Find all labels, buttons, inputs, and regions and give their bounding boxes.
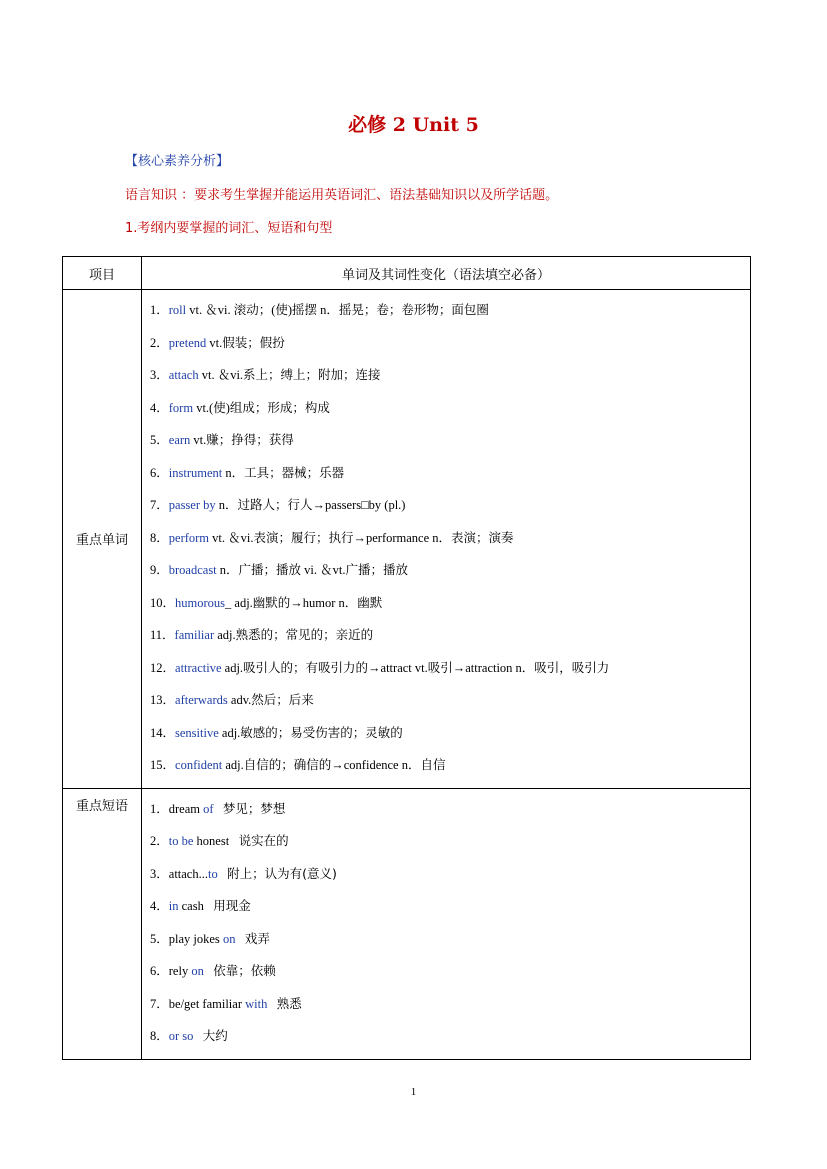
phrase-meaning: 依靠；依赖 bbox=[213, 963, 276, 978]
item-number: 1． bbox=[150, 801, 169, 816]
phrase-text: dream bbox=[168, 801, 204, 816]
phrase-item bbox=[150, 858, 750, 891]
item-number: 2． bbox=[150, 335, 169, 350]
phrase-keyword: on bbox=[191, 964, 204, 978]
spacer bbox=[193, 1029, 202, 1043]
phrase-meaning: 附上；认为有(意义) bbox=[227, 865, 337, 881]
item-number: 4． bbox=[150, 899, 169, 913]
phrase-meaning: 说实在的 bbox=[238, 833, 289, 848]
word-definition: adj.吸引人的；有吸引力的→attract vt.吸引→attraction n．吸引，吸引力 bbox=[221, 660, 610, 675]
words-row bbox=[63, 290, 751, 789]
phrase-keyword: with bbox=[245, 996, 268, 1011]
word-definition: vt. ＆vi.表演；履行；执行→performance n．表演；演奏 bbox=[209, 530, 514, 545]
item-number: 2． bbox=[150, 834, 169, 848]
phrase-keyword: or so bbox=[168, 1029, 194, 1043]
vocab-word: humorous bbox=[175, 595, 226, 610]
word-item bbox=[150, 619, 750, 652]
word-definition: _ adj.幽默的→humor n．幽默 bbox=[225, 595, 383, 610]
phrase-meaning: 大约 bbox=[202, 1028, 228, 1043]
item-number: 11． bbox=[150, 628, 175, 642]
word-item bbox=[150, 424, 750, 457]
word-item bbox=[150, 359, 750, 392]
word-definition: vt. ＆vi. 滚动；(使)摇摆 n．摇晃；卷；卷形物；面包圈 bbox=[186, 303, 489, 317]
phrase-item bbox=[150, 793, 750, 826]
item-number: 1． bbox=[150, 303, 169, 317]
phrase-item bbox=[150, 890, 750, 923]
word-definition: n．过路人；行人→passers□by (pl.) bbox=[215, 498, 406, 512]
vocab-word: confident bbox=[175, 758, 223, 772]
word-definition: n．工具；器械；乐器 bbox=[222, 465, 345, 480]
phrase-meaning: 梦见；梦想 bbox=[222, 800, 286, 816]
vocab-word: sensitive bbox=[175, 725, 219, 740]
phrase-keyword: in bbox=[168, 899, 179, 913]
word-definition: adj.敏感的；易受伤害的；灵敏的 bbox=[218, 725, 403, 740]
phrases-list bbox=[142, 788, 751, 1059]
item-number: 6． bbox=[150, 465, 169, 480]
vocab-word: roll bbox=[168, 303, 187, 317]
phrase-keyword: to bbox=[207, 866, 218, 881]
item-number: 6． bbox=[150, 964, 169, 978]
vocabulary-table bbox=[62, 256, 751, 1060]
word-item bbox=[150, 489, 750, 522]
phrase-item bbox=[150, 825, 750, 858]
item-number: 4． bbox=[150, 400, 169, 415]
word-definition: adv.然后；后来 bbox=[227, 693, 314, 707]
header-words: 单词及其词性变化（语法填空必备） bbox=[142, 257, 751, 290]
document-title: 必修 2 Unit 5 bbox=[348, 114, 479, 136]
header-item: 项目 bbox=[63, 257, 142, 290]
item-number: 13． bbox=[150, 693, 176, 707]
spacer bbox=[214, 802, 223, 816]
word-definition: vt.赚；挣得；获得 bbox=[190, 433, 294, 447]
item-number: 5． bbox=[150, 433, 169, 447]
section-heading: 【核心素养分析】 bbox=[125, 154, 230, 169]
word-definition: vt.假装；假扮 bbox=[206, 335, 285, 350]
word-item bbox=[150, 684, 750, 717]
item-number: 8． bbox=[150, 1029, 169, 1043]
item-number: 12． bbox=[150, 660, 176, 675]
item-number: 5． bbox=[150, 931, 169, 946]
phrases-row bbox=[63, 788, 751, 1059]
vocab-word: familiar bbox=[174, 628, 215, 642]
word-definition: vt.(使)组成；形成；构成 bbox=[193, 400, 330, 415]
vocab-word: passer by bbox=[168, 498, 216, 512]
vocab-word: attach bbox=[168, 368, 199, 382]
word-item bbox=[150, 749, 750, 782]
vocab-word: attractive bbox=[175, 660, 222, 675]
phrase-meaning: 熟悉 bbox=[276, 995, 302, 1011]
words-list bbox=[142, 290, 751, 789]
vocab-word: broadcast bbox=[168, 563, 217, 577]
word-item bbox=[150, 587, 750, 620]
item-number: 3． bbox=[150, 368, 169, 382]
vocab-word: instrument bbox=[168, 465, 223, 480]
word-item bbox=[150, 554, 750, 587]
spacer bbox=[204, 964, 213, 978]
item-number: 14． bbox=[150, 725, 176, 740]
phrase-text: play jokes bbox=[168, 931, 223, 946]
spacer bbox=[204, 899, 213, 913]
phrase-item bbox=[150, 988, 750, 1021]
word-definition: adj.自信的；确信的→confidence n．自信 bbox=[222, 758, 446, 772]
vocab-word: perform bbox=[168, 530, 210, 545]
page-number: 1 bbox=[410, 1086, 417, 1098]
spacer bbox=[229, 834, 238, 848]
word-definition: adj.熟悉的；常见的；亲近的 bbox=[214, 628, 374, 642]
phrases-category-label: 重点短语 bbox=[63, 788, 142, 1059]
phrase-keyword: on bbox=[222, 931, 236, 946]
item-number: 7． bbox=[150, 996, 169, 1011]
words-category-label: 重点单词 bbox=[63, 290, 142, 789]
vocab-word: earn bbox=[168, 433, 191, 447]
phrase-keyword: of bbox=[203, 801, 214, 816]
word-item bbox=[150, 327, 750, 360]
phrase-text: rely bbox=[168, 964, 192, 978]
item-number: 8． bbox=[150, 530, 169, 545]
phrase-text: honest bbox=[193, 834, 230, 848]
phrase-meaning: 戏弄 bbox=[244, 930, 270, 946]
table-header-row bbox=[63, 257, 751, 290]
spacer bbox=[235, 932, 244, 946]
phrase-meaning: 用现金 bbox=[213, 898, 251, 913]
word-item bbox=[150, 457, 750, 490]
phrase-keyword: to be bbox=[168, 834, 194, 848]
phrase-text: attach... bbox=[168, 866, 208, 881]
spacer bbox=[267, 997, 276, 1011]
subheading: 1.考纲内要掌握的词汇、短语和句型 bbox=[125, 221, 333, 236]
word-item bbox=[150, 522, 750, 555]
item-number: 9． bbox=[150, 563, 169, 577]
requirement-text: 语言知识 ：要求考生掌握并能运用英语词汇、语法基础知识以及所学话题。 bbox=[125, 188, 559, 203]
vocab-word: afterwards bbox=[175, 693, 228, 707]
phrase-item bbox=[150, 1020, 750, 1053]
word-item bbox=[150, 294, 750, 327]
phrase-text: cash bbox=[178, 899, 204, 913]
spacer bbox=[218, 867, 227, 881]
word-definition: n．广播；播放 vi. ＆vt.广播；播放 bbox=[216, 563, 408, 577]
word-definition: vt. ＆vi.系上；缚上；附加；连接 bbox=[198, 368, 381, 382]
phrase-text: be/get familiar bbox=[168, 996, 246, 1011]
word-item bbox=[150, 652, 750, 685]
item-number: 10． bbox=[150, 595, 176, 610]
vocab-word: form bbox=[168, 400, 194, 415]
vocab-word: pretend bbox=[168, 335, 207, 350]
phrase-item bbox=[150, 955, 750, 988]
item-number: 3． bbox=[150, 866, 169, 881]
phrase-item bbox=[150, 923, 750, 956]
item-number: 15． bbox=[150, 758, 176, 772]
item-number: 7． bbox=[150, 498, 169, 512]
word-item bbox=[150, 392, 750, 425]
word-item bbox=[150, 717, 750, 750]
